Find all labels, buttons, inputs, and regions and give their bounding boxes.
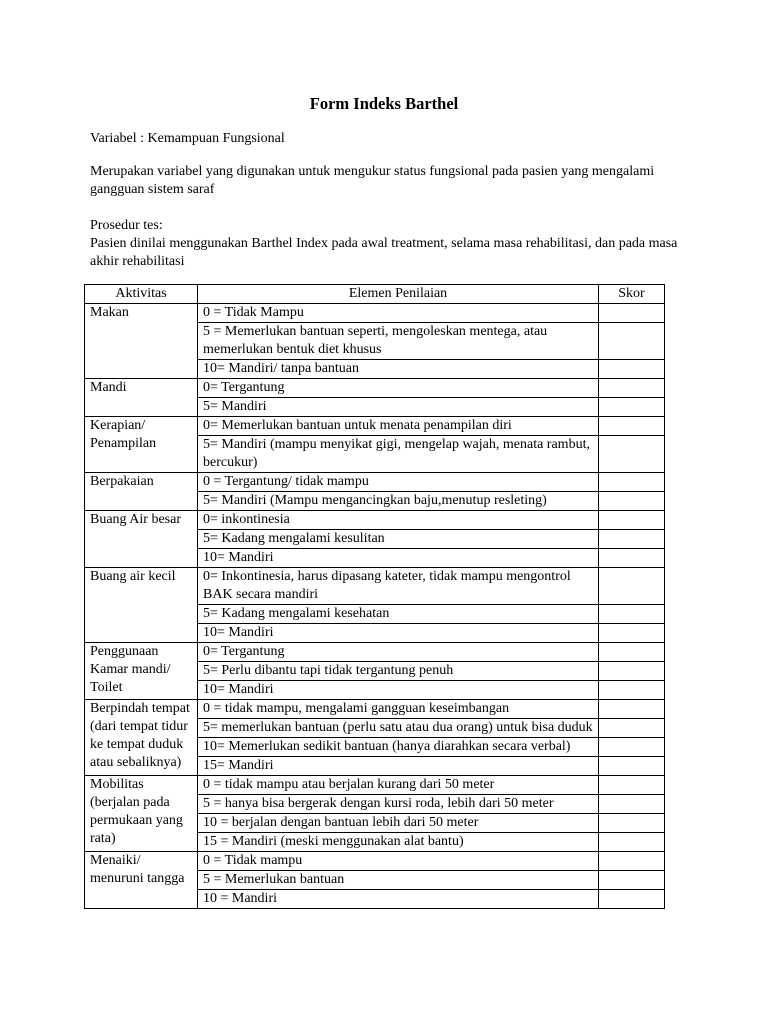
criteria-cell: 10 = berjalan dengan bantuan lebih dari 50 meter: [198, 814, 599, 833]
score-input-cell[interactable]: [599, 890, 665, 909]
activity-name-cell: Buang air kecil: [85, 568, 198, 643]
score-input-cell[interactable]: [599, 492, 665, 511]
criteria-cell: 0= Tergantung: [198, 643, 599, 662]
score-input-cell[interactable]: [599, 624, 665, 643]
score-input-cell[interactable]: [599, 436, 665, 473]
variabel-line: Variabel : Kemampuan Fungsional: [90, 131, 285, 146]
header-elemen-penilaian: Elemen Penilaian: [198, 285, 599, 304]
criteria-cell: 5 = Memerlukan bantuan seperti, mengoleskan mentega, atau memerlukan bentuk diet khusus: [198, 323, 599, 360]
score-input-cell[interactable]: [599, 511, 665, 530]
criteria-cell: 5= Mandiri (mampu menyikat gigi, mengelap wajah, menata rambut, bercukur): [198, 436, 599, 473]
prosedur-text: Pasien dinilai menggunakan Barthel Index pada awal treatment, selama masa rehabilitasi, dan pada masa akhir rehabilitasi: [90, 236, 678, 269]
criteria-cell: 10= Memerlukan sedikit bantuan (hanya diarahkan secara verbal): [198, 738, 599, 757]
activity-name-cell: Mobilitas (berjalan pada permukaan yang rata): [85, 776, 198, 852]
criteria-cell: 5= Mandiri: [198, 398, 599, 417]
criteria-cell: 5= Kadang mengalami kesulitan: [198, 530, 599, 549]
activity-name-cell: Penggunaan Kamar mandi/ Toilet: [85, 643, 198, 700]
table-row: [85, 473, 665, 492]
barthel-table: [84, 284, 665, 909]
criteria-cell: 0 = tidak mampu, mengalami gangguan keseimbangan: [198, 700, 599, 719]
criteria-cell: 0= Memerlukan bantuan untuk menata penampilan diri: [198, 417, 599, 436]
table-row: [85, 568, 665, 605]
prosedur-block: [90, 217, 690, 271]
score-input-cell[interactable]: [599, 833, 665, 852]
table-row: [85, 304, 665, 323]
table-row: [85, 417, 665, 436]
criteria-cell: 5= Mandiri (Mampu mengancingkan baju,menutup resleting): [198, 492, 599, 511]
table-header-row: [85, 285, 665, 304]
score-input-cell[interactable]: [599, 795, 665, 814]
page-title: Form Indeks Barthel: [309, 94, 459, 113]
score-input-cell[interactable]: [599, 398, 665, 417]
score-input-cell[interactable]: [599, 776, 665, 795]
score-input-cell[interactable]: [599, 757, 665, 776]
score-input-cell[interactable]: [599, 473, 665, 492]
score-input-cell[interactable]: [599, 417, 665, 436]
score-input-cell[interactable]: [599, 530, 665, 549]
criteria-cell: 5= Kadang mengalami kesehatan: [198, 605, 599, 624]
criteria-cell: 5 = hanya bisa bergerak dengan kursi roda, lebih dari 50 meter: [198, 795, 599, 814]
score-input-cell[interactable]: [599, 643, 665, 662]
activity-name-cell: Buang Air besar: [85, 511, 198, 568]
criteria-cell: 10= Mandiri: [198, 681, 599, 700]
criteria-cell: 0 = Tidak mampu: [198, 852, 599, 871]
criteria-cell: 0= Inkontinesia, harus dipasang kateter, tidak mampu mengontrol BAK secara mandiri: [198, 568, 599, 605]
criteria-cell: 5= Perlu dibantu tapi tidak tergantung penuh: [198, 662, 599, 681]
score-input-cell[interactable]: [599, 323, 665, 360]
description-paragraph: Merupakan variabel yang digunakan untuk mengukur status fungsional pada pasien yang mengalami gangguan sistem saraf: [90, 164, 655, 197]
header-skor: Skor: [599, 285, 665, 304]
activity-name-cell: Menaiki/ menuruni tangga: [85, 852, 198, 909]
table-row: [85, 852, 665, 871]
table-row: [85, 700, 665, 719]
criteria-cell: 15= Mandiri: [198, 757, 599, 776]
score-input-cell[interactable]: [599, 662, 665, 681]
criteria-cell: 10= Mandiri: [198, 549, 599, 568]
score-input-cell[interactable]: [599, 719, 665, 738]
activity-name-cell: Berpindah tempat (dari tempat tidur ke tempat duduk atau sebaliknya): [85, 700, 198, 776]
criteria-cell: 0= Tergantung: [198, 379, 599, 398]
table-row: [85, 643, 665, 662]
criteria-cell: 10= Mandiri: [198, 624, 599, 643]
score-input-cell[interactable]: [599, 738, 665, 757]
table-row: [85, 379, 665, 398]
criteria-cell: 0 = tidak mampu atau berjalan kurang dari 50 meter: [198, 776, 599, 795]
score-input-cell[interactable]: [599, 681, 665, 700]
score-input-cell[interactable]: [599, 549, 665, 568]
score-input-cell[interactable]: [599, 814, 665, 833]
criteria-cell: 10= Mandiri/ tanpa bantuan: [198, 360, 599, 379]
score-input-cell[interactable]: [599, 871, 665, 890]
table-row: [85, 776, 665, 795]
score-input-cell[interactable]: [599, 304, 665, 323]
score-input-cell[interactable]: [599, 379, 665, 398]
score-input-cell[interactable]: [599, 360, 665, 379]
activity-name-cell: Berpakaian: [85, 473, 198, 511]
criteria-cell: 10 = Mandiri: [198, 890, 599, 909]
criteria-cell: 0= inkontinesia: [198, 511, 599, 530]
score-input-cell[interactable]: [599, 852, 665, 871]
criteria-cell: 15 = Mandiri (meski menggunakan alat bantu): [198, 833, 599, 852]
activity-name-cell: Mandi: [85, 379, 198, 417]
header-aktivitas: Aktivitas: [85, 285, 198, 304]
score-input-cell[interactable]: [599, 700, 665, 719]
activity-name-cell: Makan: [85, 304, 198, 379]
score-input-cell[interactable]: [599, 605, 665, 624]
score-input-cell[interactable]: [599, 568, 665, 605]
table-row: [85, 511, 665, 530]
criteria-cell: 0 = Tidak Mampu: [198, 304, 599, 323]
criteria-cell: 5 = Memerlukan bantuan: [198, 871, 599, 890]
activity-name-cell: Kerapian/ Penampilan: [85, 417, 198, 473]
table-body: [85, 304, 665, 909]
criteria-cell: 5= memerlukan bantuan (perlu satu atau dua orang) untuk bisa duduk: [198, 719, 599, 738]
criteria-cell: 0 = Tergantung/ tidak mampu: [198, 473, 599, 492]
prosedur-label: Prosedur tes:: [90, 218, 163, 233]
